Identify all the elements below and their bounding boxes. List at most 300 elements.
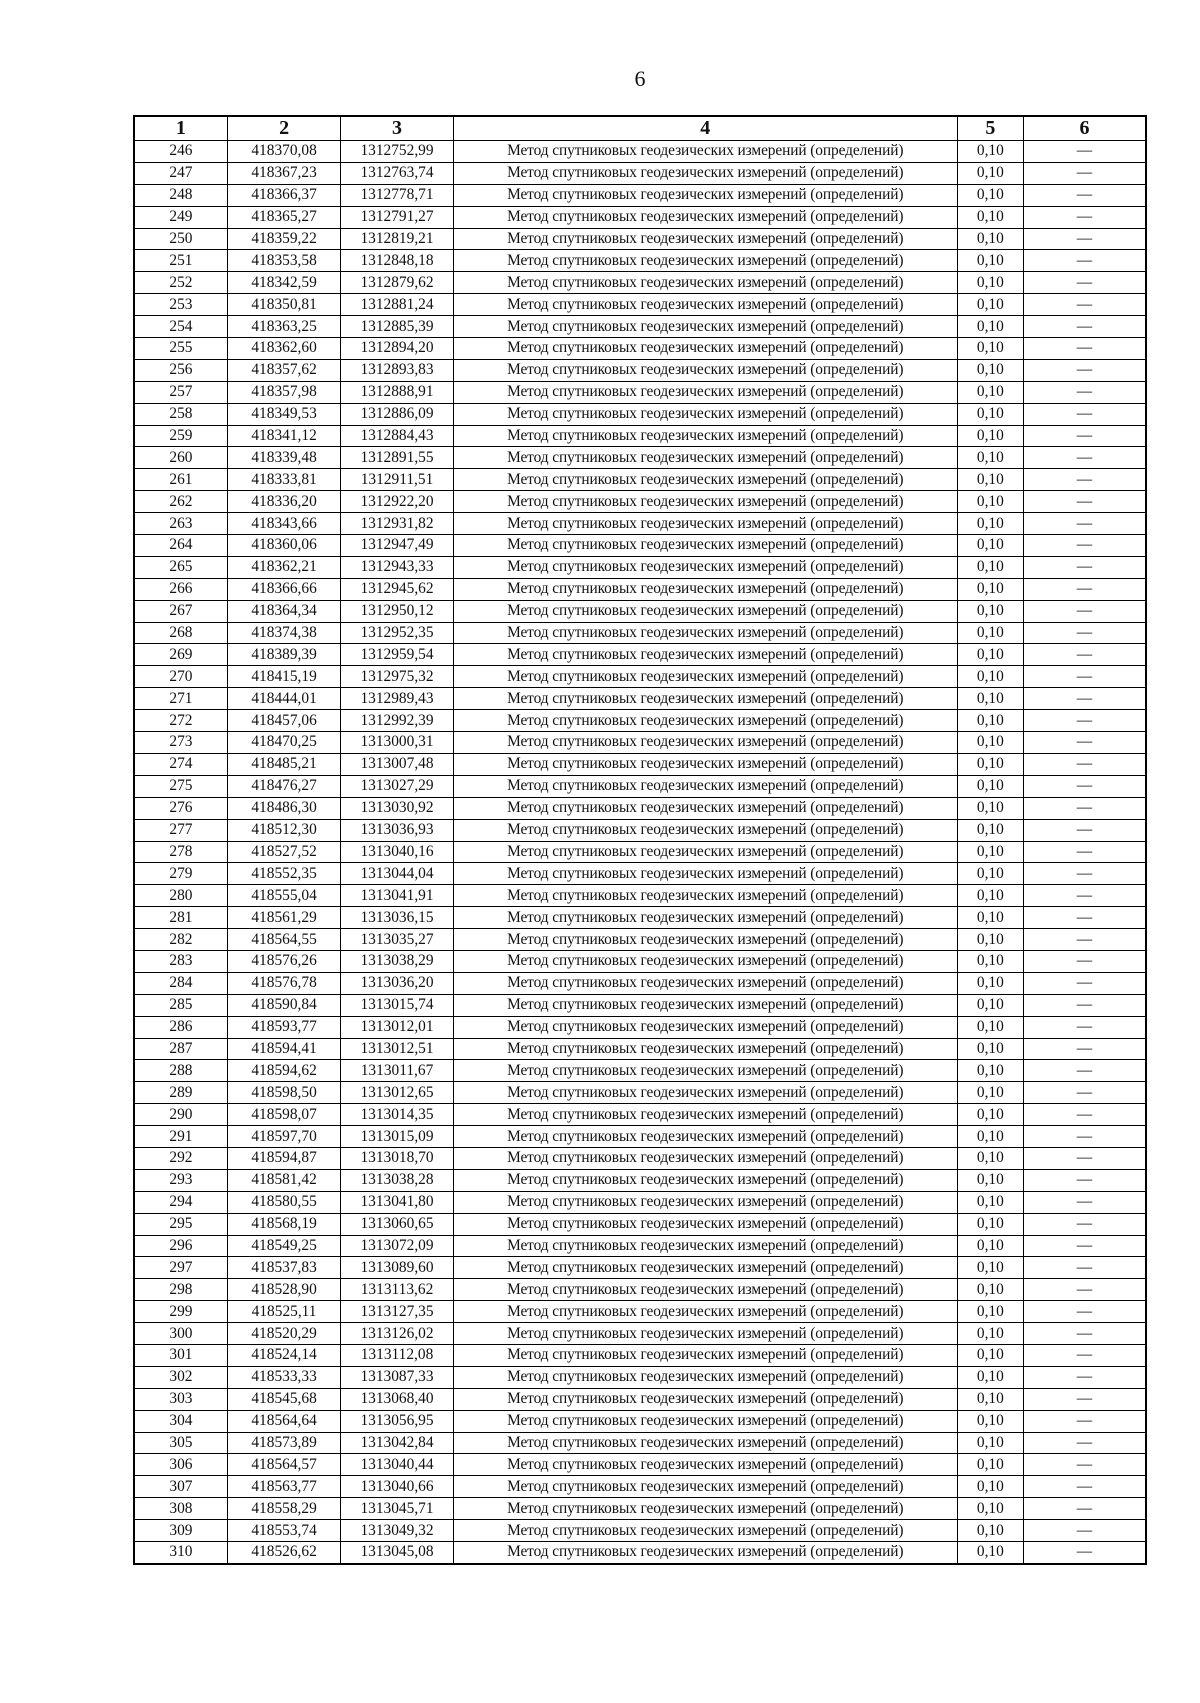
y-coordinate-cell: 1313027,29 (341, 775, 453, 797)
y-coordinate-cell: 1313038,29 (341, 950, 453, 972)
accuracy-cell: 0,10 (957, 359, 1023, 381)
point-number-cell: 294 (134, 1191, 227, 1213)
note-cell: — (1023, 141, 1146, 163)
accuracy-cell: 0,10 (957, 929, 1023, 951)
method-cell: Метод спутниковых геодезических измерений (определений) (453, 994, 957, 1016)
point-number-cell: 258 (134, 403, 227, 425)
y-coordinate-cell: 1313012,51 (341, 1038, 453, 1060)
table-row (134, 1213, 1146, 1235)
point-number-cell: 288 (134, 1060, 227, 1082)
method-cell: Метод спутниковых геодезических измерений (определений) (453, 1323, 957, 1345)
table-row (134, 1323, 1146, 1345)
table-row (134, 556, 1146, 578)
x-coordinate-cell: 418365,27 (227, 206, 340, 228)
method-cell: Метод спутниковых геодезических измерений (определений) (453, 1410, 957, 1432)
method-cell: Метод спутниковых геодезических измерений (определений) (453, 578, 957, 600)
accuracy-cell: 0,10 (957, 1344, 1023, 1366)
accuracy-cell: 0,10 (957, 469, 1023, 491)
method-cell: Метод спутниковых геодезических измерений (определений) (453, 359, 957, 381)
accuracy-cell: 0,10 (957, 272, 1023, 294)
x-coordinate-cell: 418360,06 (227, 535, 340, 557)
note-cell: — (1023, 797, 1146, 819)
point-number-cell: 264 (134, 535, 227, 557)
method-cell: Метод спутниковых геодезических измерений (определений) (453, 491, 957, 513)
accuracy-cell: 0,10 (957, 513, 1023, 535)
method-cell: Метод спутниковых геодезических измерений (определений) (453, 1432, 957, 1454)
x-coordinate-cell: 418362,60 (227, 338, 340, 360)
accuracy-cell: 0,10 (957, 1213, 1023, 1235)
accuracy-cell: 0,10 (957, 797, 1023, 819)
method-cell: Метод спутниковых геодезических измерений (определений) (453, 907, 957, 929)
method-cell: Метод спутниковых геодезических измерений (определений) (453, 1038, 957, 1060)
accuracy-cell: 0,10 (957, 1410, 1023, 1432)
note-cell: — (1023, 1498, 1146, 1520)
y-coordinate-cell: 1312950,12 (341, 600, 453, 622)
x-coordinate-cell: 418486,30 (227, 797, 340, 819)
accuracy-cell: 0,10 (957, 338, 1023, 360)
table-row (134, 141, 1146, 163)
x-coordinate-cell: 418374,38 (227, 622, 340, 644)
y-coordinate-cell: 1313036,20 (341, 972, 453, 994)
y-coordinate-cell: 1313112,08 (341, 1344, 453, 1366)
table-row (134, 819, 1146, 841)
method-cell: Метод спутниковых геодезических измерений (определений) (453, 447, 957, 469)
x-coordinate-cell: 418552,35 (227, 863, 340, 885)
table-row (134, 1038, 1146, 1060)
y-coordinate-cell: 1313015,09 (341, 1126, 453, 1148)
method-cell: Метод спутниковых геодезических измерений (определений) (453, 753, 957, 775)
point-number-cell: 263 (134, 513, 227, 535)
x-coordinate-cell: 418558,29 (227, 1498, 340, 1520)
table-row (134, 644, 1146, 666)
accuracy-cell: 0,10 (957, 710, 1023, 732)
point-number-cell: 275 (134, 775, 227, 797)
method-cell: Метод спутниковых геодезических измерений (определений) (453, 950, 957, 972)
x-coordinate-cell: 418594,62 (227, 1060, 340, 1082)
x-coordinate-cell: 418564,64 (227, 1410, 340, 1432)
accuracy-cell: 0,10 (957, 1235, 1023, 1257)
x-coordinate-cell: 418545,68 (227, 1388, 340, 1410)
x-coordinate-cell: 418366,37 (227, 184, 340, 206)
method-cell: Метод спутниковых геодезических измерений (определений) (453, 1542, 957, 1564)
table-row (134, 162, 1146, 184)
note-cell: — (1023, 622, 1146, 644)
table-row (134, 206, 1146, 228)
point-number-cell: 260 (134, 447, 227, 469)
accuracy-cell: 0,10 (957, 1038, 1023, 1060)
point-number-cell: 283 (134, 950, 227, 972)
note-cell: — (1023, 1454, 1146, 1476)
note-cell: — (1023, 1301, 1146, 1323)
y-coordinate-cell: 1313012,01 (341, 1016, 453, 1038)
accuracy-cell: 0,10 (957, 316, 1023, 338)
y-coordinate-cell: 1313040,66 (341, 1476, 453, 1498)
point-number-cell: 295 (134, 1213, 227, 1235)
note-cell: — (1023, 491, 1146, 513)
y-coordinate-cell: 1313072,09 (341, 1235, 453, 1257)
method-cell: Метод спутниковых геодезических измерений (определений) (453, 1191, 957, 1213)
x-coordinate-cell: 418476,27 (227, 775, 340, 797)
table-row (134, 600, 1146, 622)
point-number-cell: 274 (134, 753, 227, 775)
method-cell: Метод спутниковых геодезических измерений (определений) (453, 688, 957, 710)
point-number-cell: 259 (134, 425, 227, 447)
accuracy-cell: 0,10 (957, 1542, 1023, 1564)
y-coordinate-cell: 1312947,49 (341, 535, 453, 557)
accuracy-cell: 0,10 (957, 1520, 1023, 1542)
x-coordinate-cell: 418563,77 (227, 1476, 340, 1498)
x-coordinate-cell: 418553,74 (227, 1520, 340, 1542)
note-cell: — (1023, 1520, 1146, 1542)
accuracy-cell: 0,10 (957, 863, 1023, 885)
method-cell: Метод спутниковых геодезических измерений (определений) (453, 556, 957, 578)
y-coordinate-cell: 1312911,51 (341, 469, 453, 491)
header-col-3: 3 (341, 116, 453, 141)
y-coordinate-cell: 1312763,74 (341, 162, 453, 184)
point-number-cell: 301 (134, 1344, 227, 1366)
x-coordinate-cell: 418512,30 (227, 819, 340, 841)
method-cell: Метод спутниковых геодезических измерений (определений) (453, 972, 957, 994)
accuracy-cell: 0,10 (957, 1082, 1023, 1104)
accuracy-cell: 0,10 (957, 622, 1023, 644)
note-cell: — (1023, 535, 1146, 557)
table-row (134, 491, 1146, 513)
method-cell: Метод спутниковых геодезических измерений (определений) (453, 819, 957, 841)
x-coordinate-cell: 418561,29 (227, 907, 340, 929)
accuracy-cell: 0,10 (957, 666, 1023, 688)
note-cell: — (1023, 688, 1146, 710)
note-cell: — (1023, 1060, 1146, 1082)
note-cell: — (1023, 666, 1146, 688)
point-number-cell: 254 (134, 316, 227, 338)
y-coordinate-cell: 1313038,28 (341, 1169, 453, 1191)
method-cell: Метод спутниковых геодезических измерений (определений) (453, 1279, 957, 1301)
x-coordinate-cell: 418339,48 (227, 447, 340, 469)
y-coordinate-cell: 1312959,54 (341, 644, 453, 666)
accuracy-cell: 0,10 (957, 753, 1023, 775)
accuracy-cell: 0,10 (957, 644, 1023, 666)
y-coordinate-cell: 1313113,62 (341, 1279, 453, 1301)
note-cell: — (1023, 184, 1146, 206)
point-number-cell: 246 (134, 141, 227, 163)
point-number-cell: 265 (134, 556, 227, 578)
point-number-cell: 308 (134, 1498, 227, 1520)
point-number-cell: 296 (134, 1235, 227, 1257)
y-coordinate-cell: 1312952,35 (341, 622, 453, 644)
y-coordinate-cell: 1313014,35 (341, 1104, 453, 1126)
y-coordinate-cell: 1313060,65 (341, 1213, 453, 1235)
method-cell: Метод спутниковых геодезических измерений (определений) (453, 929, 957, 951)
note-cell: — (1023, 863, 1146, 885)
table-row (134, 1388, 1146, 1410)
table-row (134, 1016, 1146, 1038)
point-number-cell: 253 (134, 294, 227, 316)
y-coordinate-cell: 1313030,92 (341, 797, 453, 819)
point-number-cell: 284 (134, 972, 227, 994)
table-row (134, 1520, 1146, 1542)
y-coordinate-cell: 1313044,04 (341, 863, 453, 885)
note-cell: — (1023, 425, 1146, 447)
method-cell: Метод спутниковых геодезических измерений (определений) (453, 1060, 957, 1082)
x-coordinate-cell: 418527,52 (227, 841, 340, 863)
table-row (134, 950, 1146, 972)
note-cell: — (1023, 316, 1146, 338)
x-coordinate-cell: 418357,98 (227, 381, 340, 403)
accuracy-cell: 0,10 (957, 250, 1023, 272)
method-cell: Метод спутниковых геодезических измерений (определений) (453, 775, 957, 797)
point-number-cell: 279 (134, 863, 227, 885)
accuracy-cell: 0,10 (957, 1366, 1023, 1388)
note-cell: — (1023, 1235, 1146, 1257)
x-coordinate-cell: 418415,19 (227, 666, 340, 688)
point-number-cell: 302 (134, 1366, 227, 1388)
header-col-4: 4 (453, 116, 957, 141)
header-col-2: 2 (227, 116, 340, 141)
point-number-cell: 276 (134, 797, 227, 819)
y-coordinate-cell: 1312879,62 (341, 272, 453, 294)
y-coordinate-cell: 1313126,02 (341, 1323, 453, 1345)
y-coordinate-cell: 1312945,62 (341, 578, 453, 600)
page-number: 6 (634, 66, 646, 91)
y-coordinate-cell: 1313015,74 (341, 994, 453, 1016)
x-coordinate-cell: 418564,57 (227, 1454, 340, 1476)
table-row (134, 1126, 1146, 1148)
table-row (134, 907, 1146, 929)
accuracy-cell: 0,10 (957, 994, 1023, 1016)
method-cell: Метод спутниковых геодезических измерений (определений) (453, 1257, 957, 1279)
y-coordinate-cell: 1313040,44 (341, 1454, 453, 1476)
x-coordinate-cell: 418533,33 (227, 1366, 340, 1388)
table-row (134, 1498, 1146, 1520)
method-cell: Метод спутниковых геодезических измерений (определений) (453, 403, 957, 425)
x-coordinate-cell: 418359,22 (227, 228, 340, 250)
accuracy-cell: 0,10 (957, 1476, 1023, 1498)
point-number-cell: 291 (134, 1126, 227, 1148)
table-row (134, 1454, 1146, 1476)
method-cell: Метод спутниковых геодезических измерений (определений) (453, 141, 957, 163)
point-number-cell: 282 (134, 929, 227, 951)
point-number-cell: 267 (134, 600, 227, 622)
x-coordinate-cell: 418580,55 (227, 1191, 340, 1213)
table-row (134, 578, 1146, 600)
point-number-cell: 256 (134, 359, 227, 381)
point-number-cell: 257 (134, 381, 227, 403)
accuracy-cell: 0,10 (957, 1498, 1023, 1520)
method-cell: Метод спутниковых геодезических измерений (определений) (453, 184, 957, 206)
point-number-cell: 281 (134, 907, 227, 929)
y-coordinate-cell: 1312884,43 (341, 425, 453, 447)
accuracy-cell: 0,10 (957, 1147, 1023, 1169)
accuracy-cell: 0,10 (957, 1323, 1023, 1345)
x-coordinate-cell: 418598,50 (227, 1082, 340, 1104)
table-row (134, 622, 1146, 644)
table-row (134, 1542, 1146, 1564)
note-cell: — (1023, 775, 1146, 797)
accuracy-cell: 0,10 (957, 907, 1023, 929)
table-row (134, 338, 1146, 360)
y-coordinate-cell: 1313045,08 (341, 1542, 453, 1564)
point-number-cell: 286 (134, 1016, 227, 1038)
accuracy-cell: 0,10 (957, 972, 1023, 994)
accuracy-cell: 0,10 (957, 1257, 1023, 1279)
note-cell: — (1023, 513, 1146, 535)
table-row (134, 688, 1146, 710)
x-coordinate-cell: 418524,14 (227, 1344, 340, 1366)
table-row (134, 841, 1146, 863)
table-row (134, 775, 1146, 797)
table-row (134, 732, 1146, 754)
note-cell: — (1023, 1410, 1146, 1432)
point-number-cell: 305 (134, 1432, 227, 1454)
table-row (134, 316, 1146, 338)
x-coordinate-cell: 418357,62 (227, 359, 340, 381)
point-number-cell: 310 (134, 1542, 227, 1564)
x-coordinate-cell: 418470,25 (227, 732, 340, 754)
accuracy-cell: 0,10 (957, 447, 1023, 469)
note-cell: — (1023, 644, 1146, 666)
table-row (134, 863, 1146, 885)
note-cell: — (1023, 1279, 1146, 1301)
method-cell: Метод спутниковых геодезических измерений (определений) (453, 272, 957, 294)
note-cell: — (1023, 294, 1146, 316)
note-cell: — (1023, 206, 1146, 228)
y-coordinate-cell: 1312819,21 (341, 228, 453, 250)
x-coordinate-cell: 418597,70 (227, 1126, 340, 1148)
note-cell: — (1023, 1542, 1146, 1564)
note-cell: — (1023, 228, 1146, 250)
y-coordinate-cell: 1313000,31 (341, 732, 453, 754)
y-coordinate-cell: 1313041,91 (341, 885, 453, 907)
note-cell: — (1023, 1147, 1146, 1169)
table-row (134, 228, 1146, 250)
table-row (134, 447, 1146, 469)
accuracy-cell: 0,10 (957, 688, 1023, 710)
point-number-cell: 255 (134, 338, 227, 360)
x-coordinate-cell: 418528,90 (227, 1279, 340, 1301)
y-coordinate-cell: 1313045,71 (341, 1498, 453, 1520)
table-row (134, 1432, 1146, 1454)
point-number-cell: 277 (134, 819, 227, 841)
table-row (134, 1301, 1146, 1323)
x-coordinate-cell: 418349,53 (227, 403, 340, 425)
accuracy-cell: 0,10 (957, 381, 1023, 403)
point-number-cell: 272 (134, 710, 227, 732)
y-coordinate-cell: 1313007,48 (341, 753, 453, 775)
point-number-cell: 273 (134, 732, 227, 754)
point-number-cell: 250 (134, 228, 227, 250)
table-row (134, 359, 1146, 381)
method-cell: Метод спутниковых геодезических измерений (определений) (453, 1213, 957, 1235)
note-cell: — (1023, 338, 1146, 360)
method-cell: Метод спутниковых геодезических измерений (определений) (453, 1082, 957, 1104)
x-coordinate-cell: 418336,20 (227, 491, 340, 513)
y-coordinate-cell: 1312848,18 (341, 250, 453, 272)
note-cell: — (1023, 1213, 1146, 1235)
accuracy-cell: 0,10 (957, 1126, 1023, 1148)
y-coordinate-cell: 1313089,60 (341, 1257, 453, 1279)
x-coordinate-cell: 418525,11 (227, 1301, 340, 1323)
x-coordinate-cell: 418341,12 (227, 425, 340, 447)
point-number-cell: 248 (134, 184, 227, 206)
y-coordinate-cell: 1312989,43 (341, 688, 453, 710)
method-cell: Метод спутниковых геодезических измерений (определений) (453, 1147, 957, 1169)
point-number-cell: 297 (134, 1257, 227, 1279)
accuracy-cell: 0,10 (957, 950, 1023, 972)
accuracy-cell: 0,10 (957, 141, 1023, 163)
table-row (134, 666, 1146, 688)
x-coordinate-cell: 418564,55 (227, 929, 340, 951)
note-cell: — (1023, 578, 1146, 600)
accuracy-cell: 0,10 (957, 294, 1023, 316)
accuracy-cell: 0,10 (957, 1169, 1023, 1191)
method-cell: Метод спутниковых геодезических измерений (определений) (453, 1126, 957, 1148)
method-cell: Метод спутниковых геодезических измерений (определений) (453, 863, 957, 885)
accuracy-cell: 0,10 (957, 403, 1023, 425)
method-cell: Метод спутниковых геодезических измерений (определений) (453, 885, 957, 907)
x-coordinate-cell: 418573,89 (227, 1432, 340, 1454)
method-cell: Метод спутниковых геодезических измерений (определений) (453, 1104, 957, 1126)
x-coordinate-cell: 418520,29 (227, 1323, 340, 1345)
note-cell: — (1023, 819, 1146, 841)
x-coordinate-cell: 418444,01 (227, 688, 340, 710)
method-cell: Метод спутниковых геодезических измерений (определений) (453, 1388, 957, 1410)
method-cell: Метод спутниковых геодезических измерений (определений) (453, 1235, 957, 1257)
point-number-cell: 269 (134, 644, 227, 666)
method-cell: Метод спутниковых геодезических измерений (определений) (453, 1344, 957, 1366)
accuracy-cell: 0,10 (957, 425, 1023, 447)
x-coordinate-cell: 418576,26 (227, 950, 340, 972)
y-coordinate-cell: 1312791,27 (341, 206, 453, 228)
table-row (134, 753, 1146, 775)
point-number-cell: 290 (134, 1104, 227, 1126)
x-coordinate-cell: 418350,81 (227, 294, 340, 316)
table-row (134, 1104, 1146, 1126)
method-cell: Метод спутниковых геодезических измерений (определений) (453, 710, 957, 732)
y-coordinate-cell: 1313049,32 (341, 1520, 453, 1542)
method-cell: Метод спутниковых геодезических измерений (определений) (453, 622, 957, 644)
method-cell: Метод спутниковых геодезических измерений (определений) (453, 732, 957, 754)
y-coordinate-cell: 1313012,65 (341, 1082, 453, 1104)
table-row (134, 272, 1146, 294)
x-coordinate-cell: 418363,25 (227, 316, 340, 338)
accuracy-cell: 0,10 (957, 885, 1023, 907)
accuracy-cell: 0,10 (957, 1279, 1023, 1301)
method-cell: Метод спутниковых геодезических измерений (определений) (453, 206, 957, 228)
y-coordinate-cell: 1312975,32 (341, 666, 453, 688)
note-cell: — (1023, 1323, 1146, 1345)
table-row (134, 1476, 1146, 1498)
y-coordinate-cell: 1312992,39 (341, 710, 453, 732)
x-coordinate-cell: 418364,34 (227, 600, 340, 622)
y-coordinate-cell: 1313087,33 (341, 1366, 453, 1388)
method-cell: Метод спутниковых геодезических измерений (определений) (453, 338, 957, 360)
y-coordinate-cell: 1312886,09 (341, 403, 453, 425)
point-number-cell: 293 (134, 1169, 227, 1191)
table-row (134, 994, 1146, 1016)
method-cell: Метод спутниковых геодезических измерений (определений) (453, 797, 957, 819)
method-cell: Метод спутниковых геодезических измерений (определений) (453, 644, 957, 666)
method-cell: Метод спутниковых геодезических измерений (определений) (453, 1169, 957, 1191)
x-coordinate-cell: 418555,04 (227, 885, 340, 907)
accuracy-cell: 0,10 (957, 556, 1023, 578)
y-coordinate-cell: 1313056,95 (341, 1410, 453, 1432)
note-cell: — (1023, 1432, 1146, 1454)
method-cell: Метод спутниковых геодезических измерений (определений) (453, 425, 957, 447)
note-cell: — (1023, 1191, 1146, 1213)
x-coordinate-cell: 418353,58 (227, 250, 340, 272)
table-row (134, 1279, 1146, 1301)
table-row (134, 1257, 1146, 1279)
